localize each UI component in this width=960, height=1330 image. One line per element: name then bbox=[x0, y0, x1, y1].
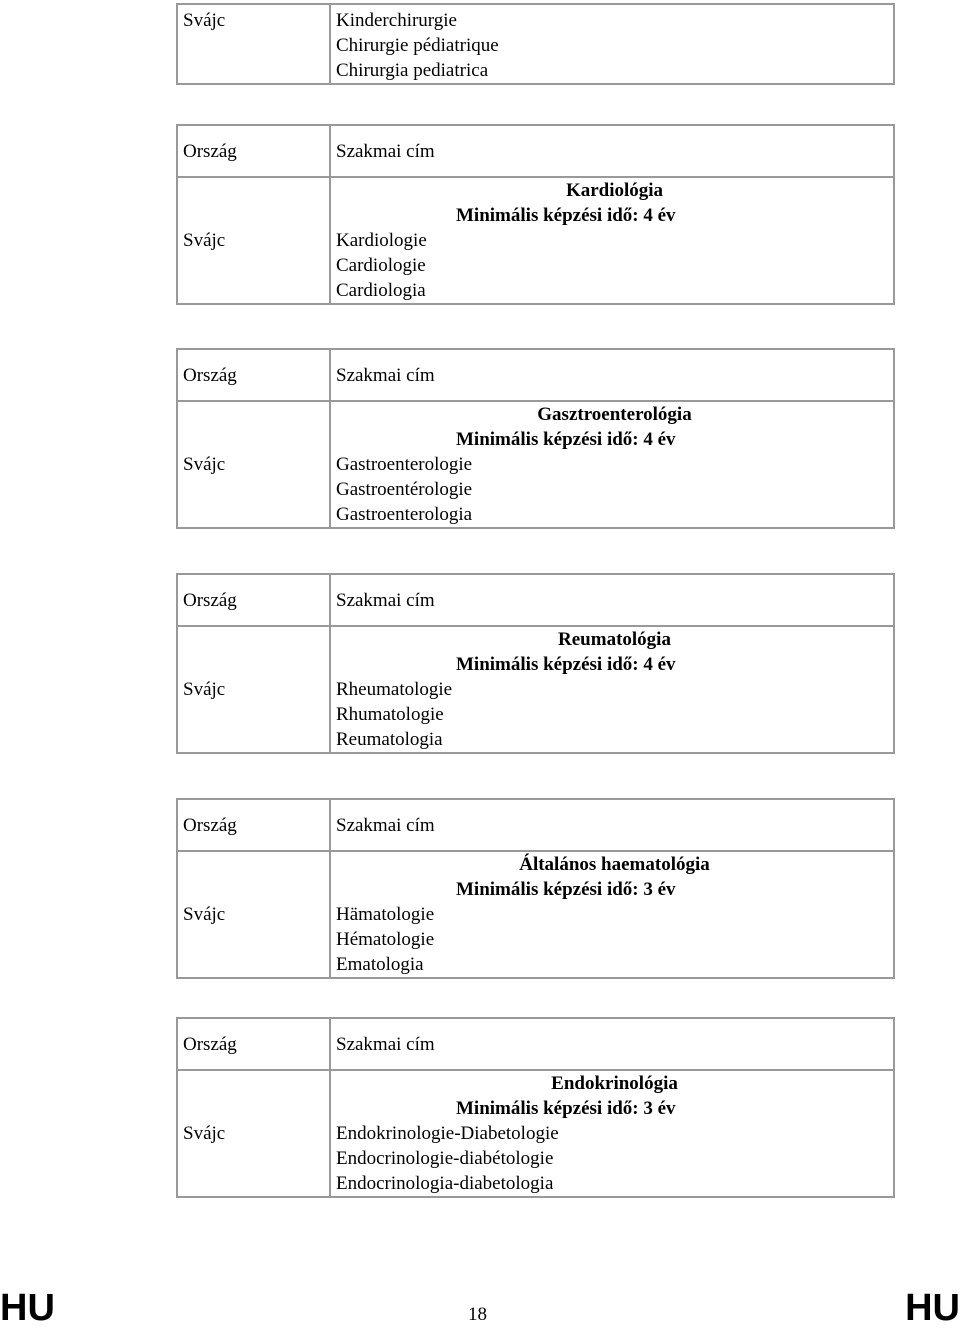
specialty-heading bbox=[336, 1071, 893, 1121]
country-cell bbox=[177, 1070, 330, 1197]
specialty-name-fr: Cardiologie bbox=[336, 255, 426, 276]
min-training-time: Minimális képzési idő: 4 év bbox=[456, 654, 676, 675]
title-header: Szakmai cím bbox=[330, 799, 894, 851]
specialty-name-de: Rheumatologie bbox=[336, 679, 453, 700]
specialty-name-fr: Endocrinologie-diabétologie bbox=[336, 1148, 554, 1169]
title-cell bbox=[330, 626, 894, 753]
specialty-heading bbox=[336, 402, 893, 452]
specialty-name-de: Kardiologie bbox=[336, 230, 427, 251]
title-cell bbox=[330, 851, 894, 978]
specialty-heading bbox=[336, 852, 893, 902]
specialty-hu-name: Endokrinológia bbox=[551, 1073, 678, 1094]
min-training-time: Minimális képzési idő: 4 év bbox=[456, 429, 676, 450]
specialty-hu-name: Reumatológia bbox=[558, 629, 671, 650]
country-value: Svájc bbox=[183, 679, 226, 700]
specialty-name-it: Endocrinologia-diabetologia bbox=[336, 1173, 554, 1194]
title-cell bbox=[330, 4, 894, 84]
specialty-table-rheumatology bbox=[176, 573, 895, 754]
specialty-name-de: Kinderchirurgie bbox=[336, 10, 457, 31]
specialty-name-it: Chirurgia pediatrica bbox=[336, 60, 489, 81]
page-number: 18 bbox=[468, 1304, 487, 1325]
title-cell bbox=[330, 177, 894, 304]
country-header: Ország bbox=[177, 349, 330, 401]
specialty-names bbox=[336, 228, 893, 303]
country-value: Svájc bbox=[183, 10, 226, 31]
specialty-name-fr: Hématologie bbox=[336, 929, 435, 950]
min-training-time: Minimális képzési idő: 3 év bbox=[456, 879, 676, 900]
specialty-name-it: Reumatologia bbox=[336, 729, 443, 750]
title-header: Szakmai cím bbox=[330, 125, 894, 177]
specialty-heading bbox=[336, 627, 893, 677]
specialty-name-it: Gastroenterologia bbox=[336, 504, 473, 525]
country-value: Svájc bbox=[183, 454, 226, 475]
title-header: Szakmai cím bbox=[330, 349, 894, 401]
specialty-name-de: Endokrinologie-Diabetologie bbox=[336, 1123, 559, 1144]
country-cell bbox=[177, 177, 330, 304]
footer-language-code-right: HU bbox=[905, 1287, 960, 1329]
footer-language-code-left: HU bbox=[0, 1287, 55, 1329]
title-header: Szakmai cím bbox=[330, 1018, 894, 1070]
country-header: Ország bbox=[177, 1018, 330, 1070]
specialty-names bbox=[336, 1121, 893, 1196]
specialty-names bbox=[336, 902, 893, 977]
country-cell bbox=[177, 401, 330, 528]
specialty-name-it: Cardiologia bbox=[336, 280, 426, 301]
specialty-name-it: Ematologia bbox=[336, 954, 424, 975]
specialty-name-fr: Chirurgie pédiatrique bbox=[336, 35, 499, 56]
country-header: Ország bbox=[177, 125, 330, 177]
specialty-hu-name: Gasztroenterológia bbox=[537, 404, 692, 425]
country-header: Ország bbox=[177, 574, 330, 626]
country-value: Svájc bbox=[183, 230, 226, 251]
specialty-table-pediatric-surgery bbox=[176, 3, 895, 85]
country-cell bbox=[177, 626, 330, 753]
country-cell bbox=[177, 851, 330, 978]
specialty-table-cardiology bbox=[176, 124, 895, 305]
specialty-name-de: Hämatologie bbox=[336, 904, 435, 925]
specialty-names bbox=[336, 452, 893, 527]
specialty-heading bbox=[336, 178, 893, 228]
specialty-name-de: Gastroenterologie bbox=[336, 454, 473, 475]
country-value: Svájc bbox=[183, 1123, 226, 1144]
specialty-names bbox=[336, 677, 893, 752]
specialty-name-fr: Rhumatologie bbox=[336, 704, 444, 725]
country-cell bbox=[177, 4, 330, 84]
specialty-table-gastroenterology bbox=[176, 348, 895, 529]
country-header: Ország bbox=[177, 799, 330, 851]
title-header: Szakmai cím bbox=[330, 574, 894, 626]
title-cell bbox=[330, 1070, 894, 1197]
min-training-time: Minimális képzési idő: 4 év bbox=[456, 205, 676, 226]
country-value: Svájc bbox=[183, 904, 226, 925]
specialty-table-endocrinology bbox=[176, 1017, 895, 1198]
specialty-table-haematology bbox=[176, 798, 895, 979]
min-training-time: Minimális képzési idő: 3 év bbox=[456, 1098, 676, 1119]
title-cell bbox=[330, 401, 894, 528]
specialty-name-fr: Gastroentérologie bbox=[336, 479, 473, 500]
specialty-hu-name: Általános haematológia bbox=[519, 854, 710, 875]
specialty-hu-name: Kardiológia bbox=[565, 180, 664, 201]
